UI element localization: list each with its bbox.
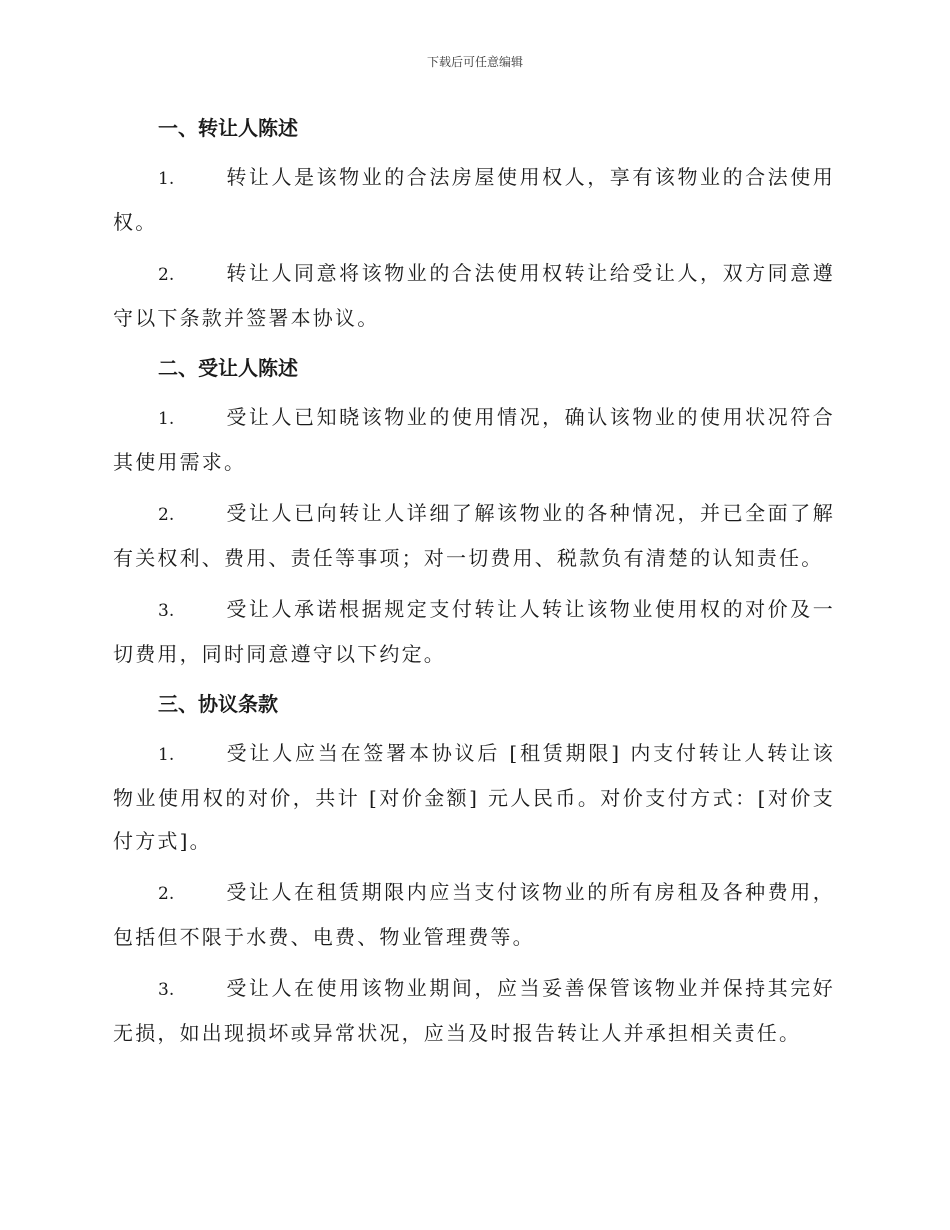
clause-number: 2. <box>158 505 175 525</box>
clause-number: 3. <box>158 980 175 1000</box>
document-body <box>113 108 835 1063</box>
clause-item <box>113 732 835 863</box>
page-header: 下载后可任意编辑 <box>426 55 523 69</box>
clause-number: 1. <box>158 169 175 189</box>
clause-text: 转让人同意将该物业的合法使用权转让给受让人，双方同意遵守以下条款并签署本协议。 <box>113 261 835 330</box>
clause-item <box>113 252 835 340</box>
section-transferor-statement <box>113 108 835 340</box>
clause-text: 受让人应当在签署本协议后 [租赁期限] 内支付转让人转让该物业使用权的对价，共计 [对价金额] 元人民币。对价支付方式：[对价支付方式]。 <box>113 741 835 853</box>
clause-number: 1. <box>158 745 175 765</box>
clause-text: 受让人在租赁期限内应当支付该物业的所有房租及各种费用，包括但不限于水费、电费、物业管理费等。 <box>113 880 835 949</box>
section-agreement-terms <box>113 684 835 1055</box>
clause-item <box>113 871 835 959</box>
section-heading: 三、协议条款 <box>158 692 278 716</box>
clause-text: 受让人承诺根据规定支付转让人转让该物业使用权的对价及一切费用，同时同意遵守以下约定。 <box>113 597 835 666</box>
clause-item <box>113 156 835 244</box>
clause-item <box>113 396 835 484</box>
section-heading: 一、转让人陈述 <box>158 116 298 140</box>
clause-text: 受让人在使用该物业期间，应当妥善保管该物业并保持其完好无损，如出现损坏或异常状况，应当及时报告转让人并承担相关责任。 <box>113 976 835 1045</box>
clause-text: 受让人已知晓该物业的使用情况，确认该物业的使用状况符合其使用需求。 <box>113 405 835 474</box>
section-heading: 二、受让人陈述 <box>158 356 298 380</box>
clause-item <box>113 492 835 580</box>
clause-number: 2. <box>158 265 175 285</box>
clause-number: 2. <box>158 884 175 904</box>
clause-item <box>113 967 835 1055</box>
clause-number: 3. <box>158 601 175 621</box>
clause-number: 1. <box>158 409 175 429</box>
clause-item <box>113 588 835 676</box>
section-transferee-statement <box>113 348 835 676</box>
clause-text: 转让人是该物业的合法房屋使用权人，享有该物业的合法使用权。 <box>113 165 835 234</box>
clause-text: 受让人已向转让人详细了解该物业的各种情况，并已全面了解有关权利、费用、责任等事项；对一切费用、税款负有清楚的认知责任。 <box>113 501 835 570</box>
